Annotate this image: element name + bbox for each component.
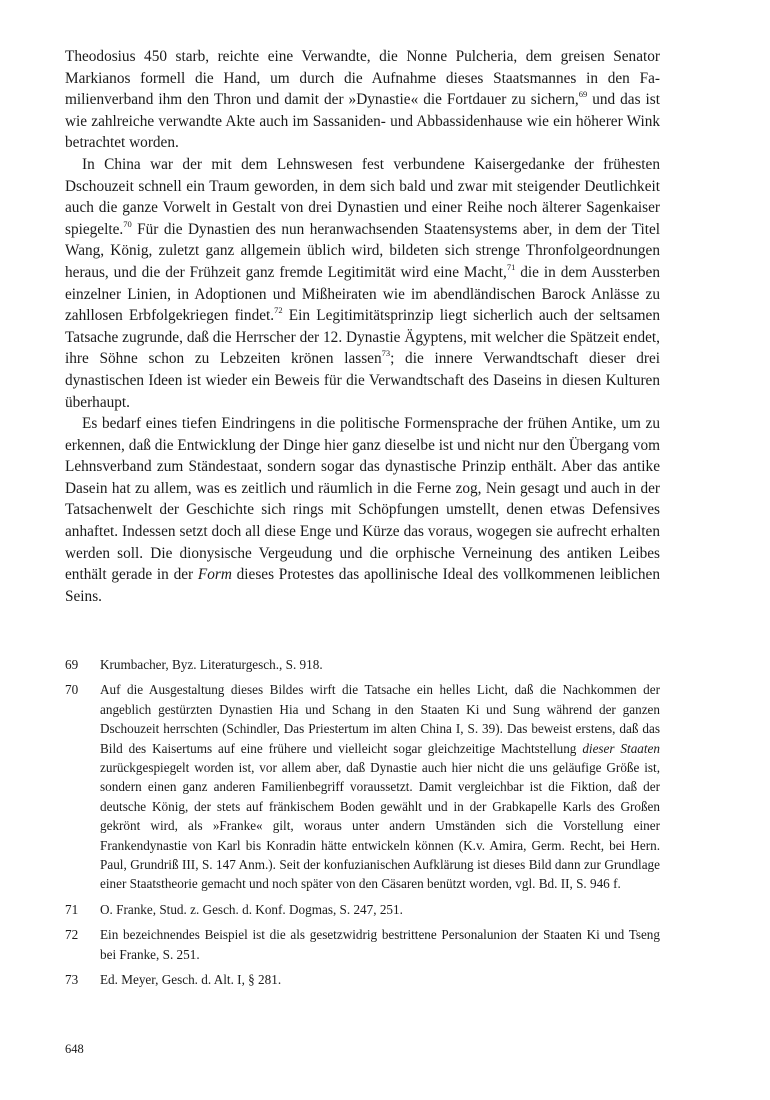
- footnote-number: 72: [65, 927, 79, 943]
- text-run: ; die innere Verwandtschaft dieser drei dynastischen Ideen ist wieder ein Beweis für die Verwandtschaft des Daseins in diesen Kulturen überhaupt.: [65, 350, 660, 411]
- footnotes: [65, 655, 660, 996]
- footnote-69: [65, 655, 660, 674]
- text-run: Ed. Meyer, Gesch. d. Alt. I, § 281.: [100, 972, 282, 988]
- footnote-73: [65, 970, 660, 989]
- footnote-ref: 73: [381, 348, 391, 359]
- footnote-ref: 72: [274, 305, 283, 316]
- text-run: dieses Protestes das apollinische Ideal des vollkommenen leiblichen Seins.: [65, 566, 660, 605]
- footnote-70: [65, 680, 660, 893]
- footnote-ref: 71: [506, 261, 516, 272]
- text-run: Ein bezeichnendes Beispiel ist die als gesetzwidrig bestrittene Personalunion der Staaten Ki und Tseng bei Franke, S. 251.: [100, 927, 660, 962]
- paragraph-1: [65, 46, 660, 154]
- text-run: O. Franke, Stud. z. Gesch. d. Konf. Dogmas, S. 247, 251.: [100, 901, 403, 917]
- text-run: Theodosius 450 starb, reichte eine Verwandte, die Nonne Pulcheria, dem greisen Senator Markianos formell die Hand, um durch die Aufnahme dieses Staatsmannes in den Familienverband ihm den Thron und damit der »Dynastie« die Fortdauer zu sichern,: [65, 48, 660, 109]
- text-run: zurückgespiegelt worden ist, vor allem aber, daß Dynastie auch hier nicht die uns geläufige Größe ist, sondern einen ganz anderen Familienbegriff voraussetzt. Damit vergleichbar ist die Fiktion, daß der deutsche König, der stets auf fränkischem Boden gewählt und in der Grabkapelle Karls des Großen gekrönt wird, als »Franke« gilt, woraus unter andern Umständen sich die Vorstellung einer Frankendynastie von Karl bis Konradin hätte entwickeln können (K.v. Amira, Germ. Recht, bei Hern. Paul, Grundriß III, S. 147 Anm.). Seit der konfuzianischen Aufklärung ist dieses Bild dann zur Grundlage einer Staatstheorie gemacht und noch später von den Cäsaren benützt worden, vgl. Bd. II, S. 946 f.: [100, 760, 660, 892]
- footnote-number: 73: [65, 972, 79, 988]
- footnote-text: [100, 655, 660, 674]
- footnote-number: 69: [65, 657, 79, 672]
- text-run: Für die Dynastien des nun heranwachsenden Staatensystems aber, in dem der Titel Wang, König, zuletzt ganz allgemein üblich wird, bildeten sich strenge Thronfolgeordnungen heraus, und die der Frühzeit ganz fremde Legitimität wird eine Macht,: [65, 220, 660, 281]
- text-run: Auf die Ausgestaltung dieses Bildes wirft die Tatsache ein helles Licht, daß die Nachkommen der angeblich gestürzten Dynastien Hia und Schang in den Staaten Ki und Sung während der ganzen Dschouzeit herrschten (Schindler, Das Priestertum im alten China I, S. 39). Das beweist erstens, daß das Bild des Kaisertums auf eine frühere und vielleicht sogar gleichzeitige Machtstellung: [100, 682, 660, 756]
- text-run: und das ist wie zahlreiche verwandte Akte auch im Sassaniden- und Abbassidenhause wie ein höherer Wink betrachtet worden.: [65, 91, 660, 152]
- text-run: Ein Legitimitätsprinzip liegt sicherlich auch der seltsamen Tatsache zugrunde, daß die Herrscher der 12. Dynastie Ägyptens, mit welcher die Spätzeit endet, ihre Söhne schon zu Lebzeiten krönen lassen: [65, 307, 660, 368]
- footnote-text: [100, 970, 660, 989]
- italic-text: Form: [197, 566, 232, 584]
- main-text: [65, 46, 660, 607]
- text-run: Es bedarf eines tiefen Eindringens in die politische Formensprache der frühen Antike, um zu erkennen, daß die Entwicklung der Dinge hier ganz dieselbe ist und nicht nur den Übergang vom Lehnsverband zum Ständestaat, sondern sogar das dynastische Prinzip enthält. Aber das antike Dasein hat zu allem, was es zeitlich und räumlich in die Ferne zog, Nein gesagt und auch in der Tatsachenwelt der Geschichte sich rings mit Schöpfungen umstellt, denen etwas Defensives anhaftet. Indessen setzt doch all diese Enge und Kürze das voraus, wogegen sie aufrecht erhalten werden soll. Die dionysische Vergeudung und die orphische Verneinung des antiken Leibes enthält gerade in der: [65, 415, 660, 584]
- italic-text: dieser Staaten: [582, 740, 660, 756]
- paragraph-3: [65, 413, 660, 607]
- footnote-ref: 70: [123, 218, 132, 229]
- footnote-number: 71: [65, 901, 79, 917]
- footnote-number: 70: [65, 682, 79, 698]
- footnote-text: [100, 900, 660, 919]
- footnote-text: [100, 680, 660, 893]
- paragraph-2: [65, 154, 660, 413]
- footnote-text: [100, 925, 660, 964]
- text-run: In China war der mit dem Lehnswesen fest verbundene Kaisergedanke der frühesten Dschouzeit schnell ein Traum geworden, in dem sich bald und zwar mit steigender Deutlichkeit auch die ganze Vorwelt in Gestalt von drei Dynastien und einer Reihe noch älterer Sagenkaiser spiegelte.: [65, 155, 660, 238]
- page-number: 648: [65, 1042, 84, 1056]
- text-run: Krumbacher, Byz. Literaturgesch., S. 918.: [100, 657, 323, 672]
- footnote-ref: 69: [578, 89, 588, 100]
- footnote-72: [65, 925, 660, 964]
- footnote-71: [65, 900, 660, 919]
- text-run: die in dem Aussterben einzelner Linien, in Adoptionen und Mißheiraten wie im abendländischen Barock Anlässe zu zahllosen Erbfolgekriegen findet.: [65, 263, 660, 325]
